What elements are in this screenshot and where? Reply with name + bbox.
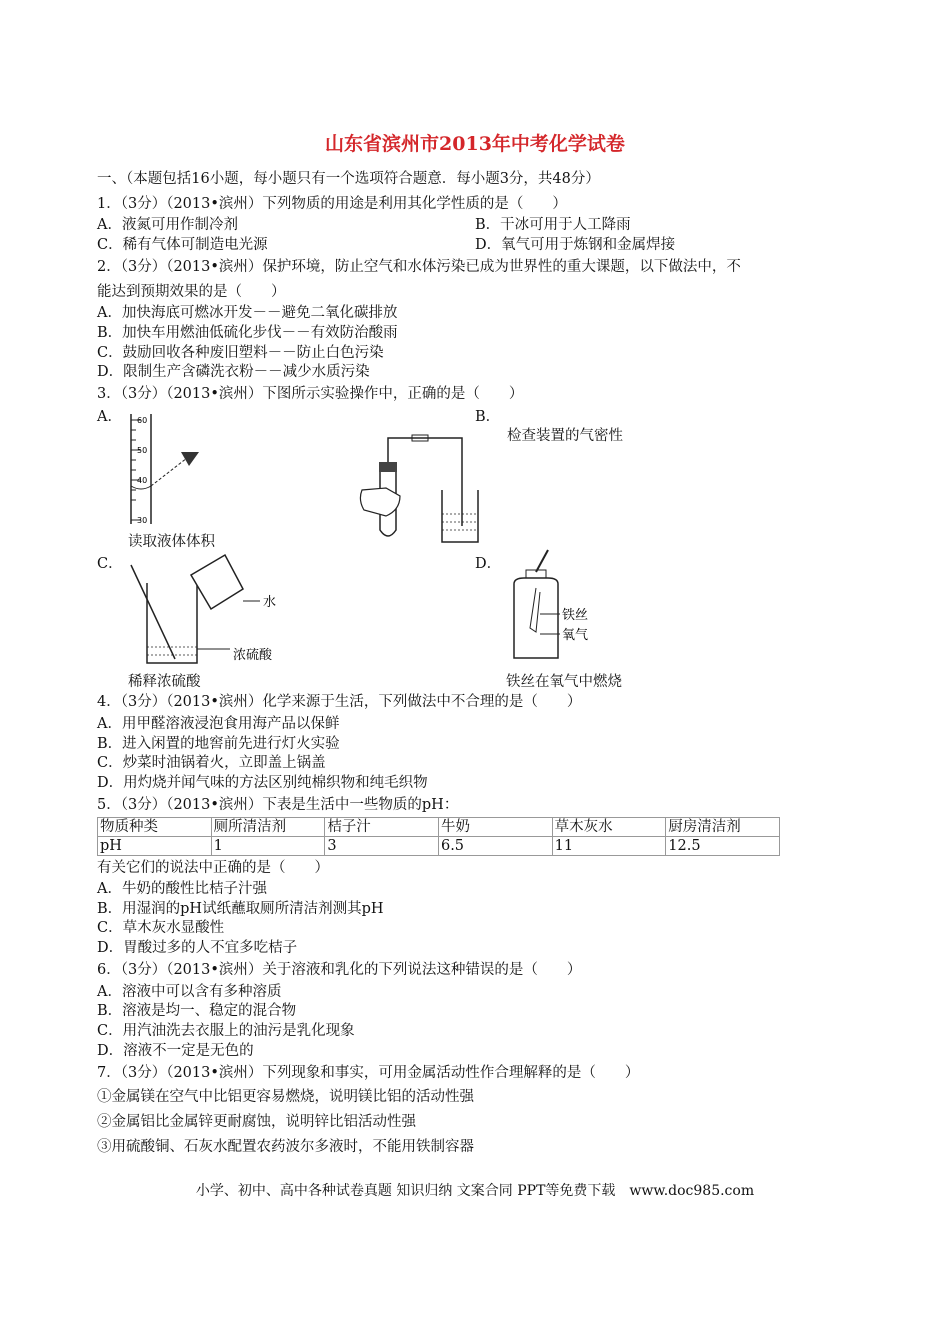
q5-option-c: C．草木灰水显酸性 <box>97 920 225 936</box>
q5-option-d: D．胃酸过多的人不宜多吃桔子 <box>97 940 298 956</box>
q7-item-1: ①金属镁在空气中比铝更容易燃烧，说明镁比铝的活动性强 <box>97 1089 474 1105</box>
q2-stem-line2: 能达到预期效果的是（ ） <box>97 284 286 300</box>
q6-option-c: C．用汽油洗去衣服上的油污是乳化现象 <box>97 1023 355 1039</box>
q7-item-3: ③用硫酸铜、石灰水配置农药波尔多液时，不能用铁制容器 <box>97 1139 474 1155</box>
section-heading: 一、（本题包括16小题，每小题只有一个选项符合题意．每小题3分，共48分） <box>97 171 600 187</box>
q4-option-d: D．用灼烧并闻气味的方法区别纯棉织物和纯毛织物 <box>97 775 428 791</box>
table-cell: 厕所清洁剂 <box>211 818 325 837</box>
ph-table <box>97 817 780 856</box>
q2-option-a: A．加快海底可燃冰开发－－避免二氧化碳排放 <box>97 305 398 321</box>
q3-d-caption: 铁丝在氧气中燃烧 <box>506 674 622 690</box>
q5-stem: 5．（3分）（2013•滨州）下表是生活中一些物质的pH： <box>97 797 459 813</box>
q4-option-c: C．炒菜时油锅着火，立即盖上锅盖 <box>97 755 326 771</box>
airtightness-check-figure <box>350 430 480 550</box>
table-cell: 厨房清洁剂 <box>666 818 780 837</box>
table-cell: 6.5 <box>438 837 552 856</box>
q6-stem: 6．（3分）（2013•滨州）关于溶液和乳化的下列说法这种错误的是（ ） <box>97 962 582 978</box>
page-title: 山东省滨州市2013年中考化学试卷 <box>325 133 625 155</box>
q5-after-table: 有关它们的说法中正确的是（ ） <box>97 860 329 876</box>
table-cell: 草木灰水 <box>552 818 666 837</box>
ph-table-header-row <box>98 818 780 837</box>
graduated-cylinder-figure <box>125 412 205 527</box>
q4-stem: 4．（3分）（2013•滨州）化学来源于生活，下列做法中不合理的是（ ） <box>97 694 582 710</box>
cylinder-tick-30: 30 <box>137 516 148 525</box>
cylinder-tick-50: 50 <box>137 446 148 455</box>
q1-option-a: A．液氮可用作制冷剂 <box>97 217 238 233</box>
table-cell: 3 <box>325 837 439 856</box>
sulfuric-acid-label: 浓硫酸 <box>233 648 273 663</box>
table-cell: 牛奶 <box>438 818 552 837</box>
table-cell: 12.5 <box>666 837 780 856</box>
q3-option-c-label: C． <box>97 556 123 572</box>
cylinder-tick-60: 60 <box>137 416 148 425</box>
water-label: 水 <box>263 595 277 610</box>
table-cell: pH <box>98 837 212 856</box>
oxygen-label: 氧气 <box>562 628 589 643</box>
q3-c-caption: 稀释浓硫酸 <box>128 674 201 690</box>
q6-option-d: D．溶液不一定是无色的 <box>97 1043 254 1059</box>
q3-option-a-label: A． <box>97 409 122 425</box>
q1-option-d: D．氧气可用于炼钢和金属焊接 <box>475 237 676 253</box>
dilute-sulfuric-acid-figure <box>125 555 290 670</box>
q4-option-b: B．进入闲置的地窖前先进行灯火实验 <box>97 736 340 752</box>
q3-option-b-label: B． <box>475 409 501 425</box>
q2-option-c: C．鼓励回收各种废旧塑料－－防止白色污染 <box>97 345 384 361</box>
q1-option-b: B．干冰可用于人工降雨 <box>475 217 631 233</box>
q2-option-b: B．加快车用燃油低硫化步伐－－有效防治酸雨 <box>97 325 398 341</box>
table-cell: 11 <box>552 837 666 856</box>
q7-item-2: ②金属铝比金属锌更耐腐蚀，说明锌比铝活动性强 <box>97 1114 416 1130</box>
q6-option-b: B．溶液是均一、稳定的混合物 <box>97 1003 297 1019</box>
iron-wire-label: 铁丝 <box>562 608 589 623</box>
q7-stem: 7．（3分）（2013•滨州）下列现象和事实，可用金属活动性作合理解释的是（ ） <box>97 1065 640 1081</box>
q5-option-b: B．用湿润的pH试纸蘸取厕所清洁剂测其pH <box>97 901 384 917</box>
table-cell: 1 <box>211 837 325 856</box>
q3-a-caption: 读取液体体积 <box>128 534 215 550</box>
q6-option-a: A．溶液中可以含有多种溶质 <box>97 984 282 1000</box>
table-cell: 物质种类 <box>98 818 212 837</box>
q5-option-a: A．牛奶的酸性比桔子汁强 <box>97 881 267 897</box>
table-cell: 桔子汁 <box>325 818 439 837</box>
q2-option-d: D．限制生产含磷洗衣粉－－减少水质污染 <box>97 364 370 380</box>
page-footer: 小学、初中、高中各种试卷真题 知识归纳 文案合同 PPT等免费下载 www.doc985.com <box>195 1183 755 1199</box>
q2-stem-line1: 2．（3分）（2013•滨州）保护环境，防止空气和水体污染已成为世界性的重大课题，以下做法中，不 <box>97 259 741 275</box>
ph-table-value-row <box>98 837 780 856</box>
cylinder-tick-40: 40 <box>137 476 148 485</box>
q3-stem: 3．（3分）（2013•滨州）下图所示实验操作中，正确的是（ ） <box>97 386 524 402</box>
q1-option-c: C．稀有气体可制造电光源 <box>97 237 268 253</box>
q1-stem: 1．（3分）（2013•滨州）下列物质的用途是利用其化学性质的是（ ） <box>97 196 567 212</box>
q4-option-a: A．用甲醛溶液浸泡食用海产品以保鲜 <box>97 716 340 732</box>
q3-b-caption: 检查装置的气密性 <box>507 428 623 444</box>
iron-wire-combustion-figure <box>500 548 610 668</box>
q3-option-d-label: D． <box>475 556 502 572</box>
